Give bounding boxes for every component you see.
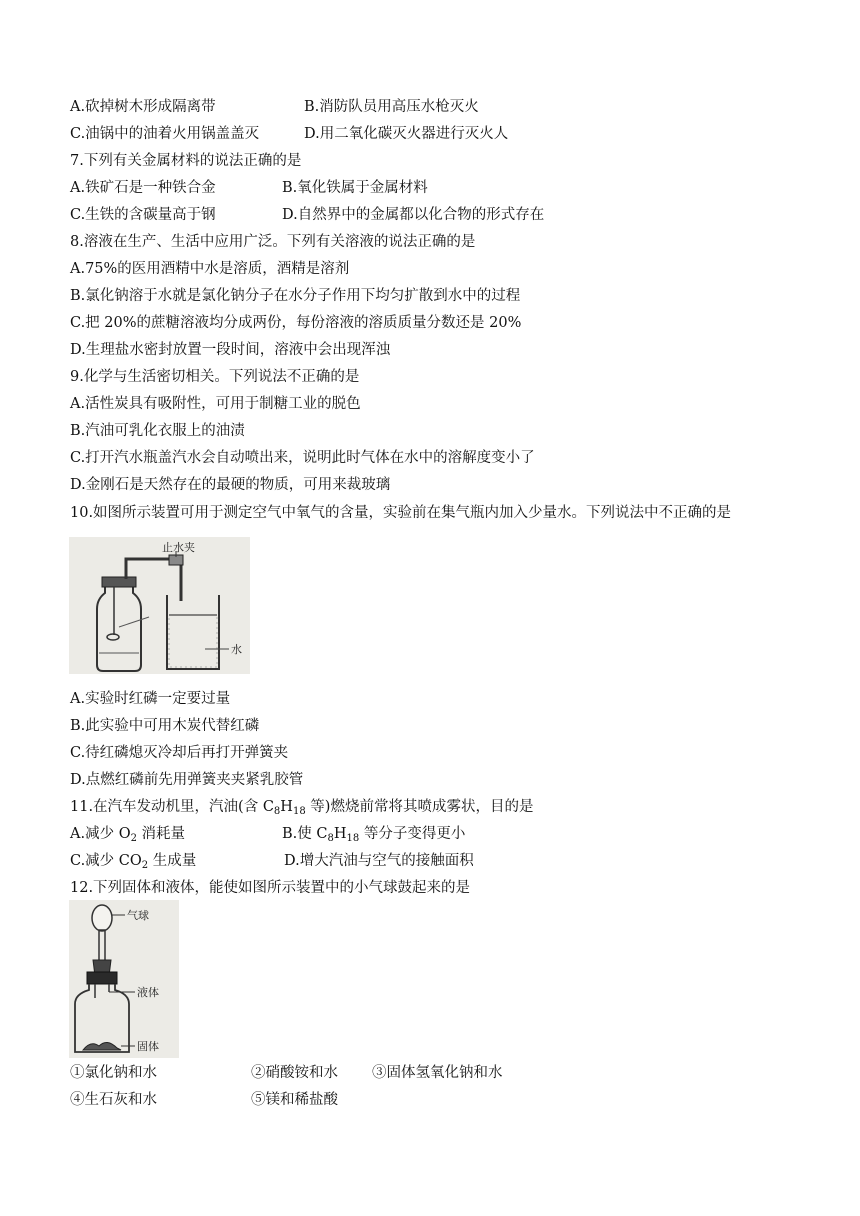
q6-option-a: A.砍掉树木形成隔离带 <box>70 99 216 115</box>
q9-stem: 9.化学与生活密切相关。下列说法不正确的是 <box>70 369 360 385</box>
q12-option-3: ③固体氢氧化钠和水 <box>372 1065 503 1081</box>
q9-option-d: D.金刚石是天然存在的最硬的物质，可用来裁玻璃 <box>70 477 391 493</box>
q11-option-d: D.增大汽油与空气的接触面积 <box>284 853 474 869</box>
q12-option-1: ①氯化钠和水 <box>70 1065 157 1081</box>
q11-stem: 11.在汽车发动机里，汽油(含 $C_8H_{18}$ 等)燃烧前常将其喷成雾状，目的是 <box>70 799 534 817</box>
q11-option-a: A.减少 $O_2$ 消耗量 <box>70 826 186 844</box>
oxygen-apparatus-figure <box>69 537 250 674</box>
fig-label-liquid: 液体 <box>137 986 159 999</box>
q12-stem: 12.下列固体和液体，能使如图所示装置中的小气球鼓起来的是 <box>70 880 471 896</box>
q11-option-c: C.减少 $CO_2$ 生成量 <box>70 853 197 871</box>
q8-option-a: A.75%的医用酒精中水是溶质，酒精是溶剂 <box>70 261 350 277</box>
q10-option-a: A.实验时红磷一定要过量 <box>70 691 231 707</box>
q7-option-b: B.氧化铁属于金属材料 <box>282 180 428 196</box>
q8-option-d: D.生理盐水密封放置一段时间，溶液中会出现浑浊 <box>70 342 391 358</box>
q10-stem: 10.如图所示装置可用于测定空气中氧气的含量，实验前在集气瓶内加入少量水。下列说法中不正确的是 <box>70 505 732 521</box>
q9-option-c: C.打开汽水瓶盖汽水会自动喷出来，说明此时气体在水中的溶解度变小了 <box>70 450 535 466</box>
q6-option-d: D.用二氧化碳灭火器进行灭火人 <box>304 126 509 142</box>
q8-option-b: B.氯化钠溶于水就是氯化钠分子在水分子作用下均匀扩散到水中的过程 <box>70 288 521 304</box>
fig-label-balloon: 气球 <box>127 909 149 922</box>
q7-option-c: C.生铁的含碳量高于钢 <box>70 207 216 223</box>
q8-option-c: C.把 20%的蔗糖溶液均分成两份，每份溶液的溶质质量分数还是 20% <box>70 315 522 331</box>
fig-label-water: 水 <box>231 643 242 656</box>
q6-option-b: B.消防队员用高压水枪灭火 <box>304 99 479 115</box>
q11-option-b: B.使 $C_8H_{18}$ 等分子变得更小 <box>282 826 466 844</box>
balloon-apparatus-figure <box>69 900 179 1058</box>
q8-stem: 8.溶液在生产、生活中应用广泛。下列有关溶液的说法正确的是 <box>70 234 476 250</box>
q10-option-c: C.待红磷熄灭冷却后再打开弹簧夹 <box>70 745 289 761</box>
q7-option-d: D.自然界中的金属都以化合物的形式存在 <box>282 207 545 223</box>
fig-label-clip: 止水夹 <box>162 541 195 554</box>
q10-option-b: B.此实验中可用木炭代替红磷 <box>70 718 260 734</box>
q12-option-5: ⑤镁和稀盐酸 <box>251 1092 338 1108</box>
q12-option-4: ④生石灰和水 <box>70 1092 157 1108</box>
q10-option-d: D.点燃红磷前先用弹簧夹夹紧乳胶管 <box>70 772 304 788</box>
q9-option-a: A.活性炭具有吸附性，可用于制糖工业的脱色 <box>70 396 361 412</box>
q7-stem: 7.下列有关金属材料的说法正确的是 <box>70 153 302 169</box>
q12-option-2: ②硝酸铵和水 <box>251 1065 338 1081</box>
q9-option-b: B.汽油可乳化衣服上的油渍 <box>70 423 245 439</box>
q7-option-a: A.铁矿石是一种铁合金 <box>70 180 216 196</box>
fig-label-solid: 固体 <box>137 1040 159 1053</box>
q6-option-c: C.油锅中的油着火用锅盖盖灭 <box>70 126 260 142</box>
